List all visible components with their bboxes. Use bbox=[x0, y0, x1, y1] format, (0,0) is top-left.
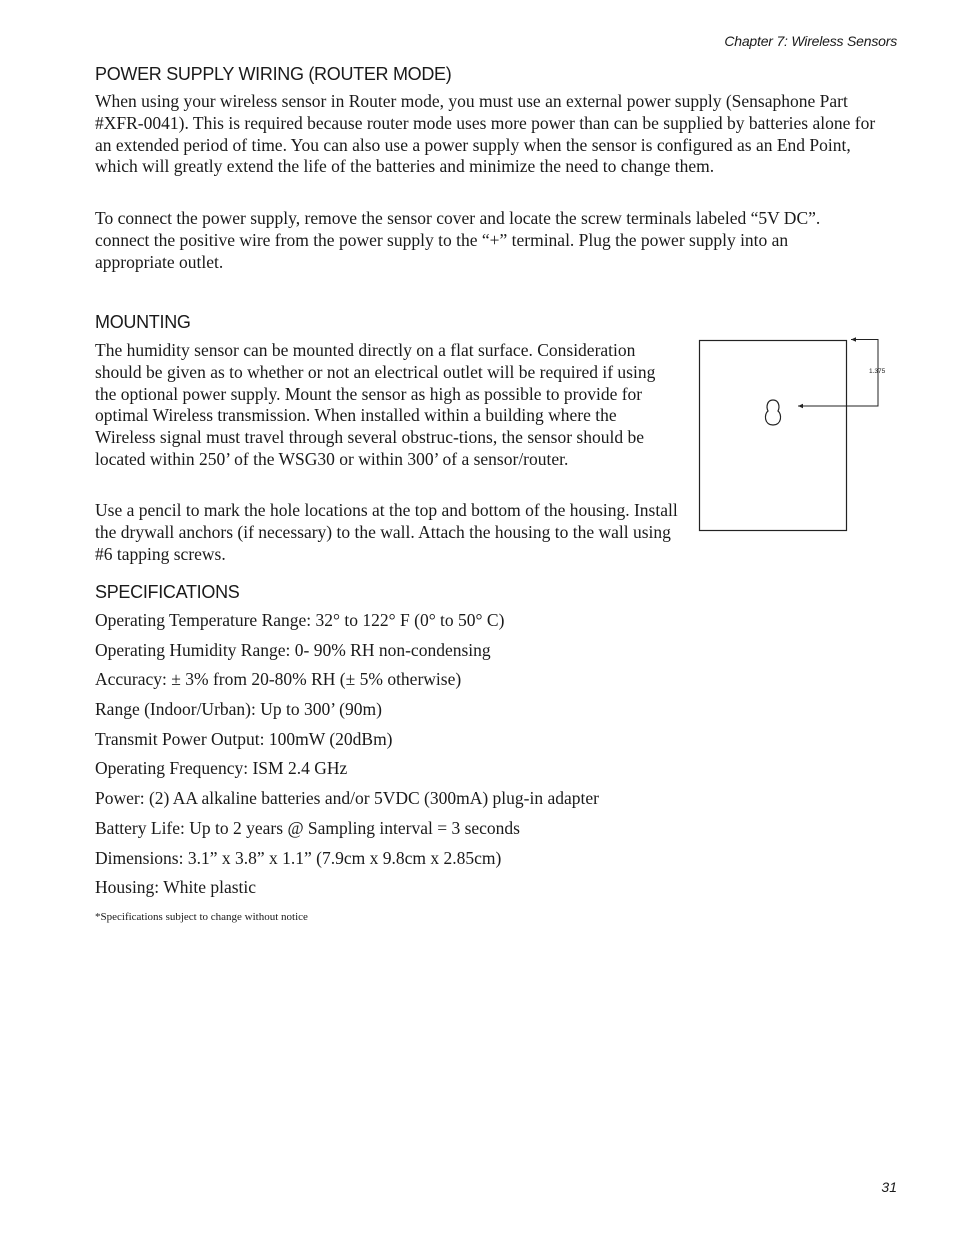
spec-item: Accuracy: ± 3% from 20-80% RH (± 5% otherwise) bbox=[95, 669, 462, 690]
housing-outline bbox=[700, 341, 847, 531]
spec-item: Range (Indoor/Urban): Up to 300’ (90m) bbox=[95, 699, 382, 720]
mounting-heading: MOUNTING bbox=[95, 312, 191, 332]
keyhole-mount-icon bbox=[765, 400, 780, 425]
mounting-diagram bbox=[695, 335, 895, 535]
spec-item: Battery Life: Up to 2 years @ Sampling interval = 3 seconds bbox=[95, 817, 520, 838]
page-number: 31 bbox=[881, 1179, 897, 1195]
mounting-diagram-svg bbox=[695, 335, 895, 535]
dimension-arrow-bottom-icon bbox=[798, 404, 803, 409]
spec-item: Housing: White plastic bbox=[95, 877, 257, 898]
mounting-paragraph-2: Use a pencil to mark the hole locations at the top and bottom of the housing. Install the drywall anchors (if necessary) to the wall. Attach the housing to the wall using #6 tapping screws. bbox=[95, 500, 678, 564]
specifications-list bbox=[95, 610, 599, 907]
mounting-paragraph-1: The humidity sensor can be mounted directly on a flat surface. Consideration should be given as to whether or not an electrical outlet will be required if using the optional power supply. Mount the sensor as high as possible to provide for optimal Wireless transmission. When installed within a building where the Wireless signal must travel through several obstruc-tions, the sensor should be located within 250’ of the WSG30 or within 300’ of a sensor/router. bbox=[95, 340, 656, 469]
spec-item: Operating Humidity Range: 0- 90% RH non-condensing bbox=[95, 639, 491, 660]
dimension-line bbox=[798, 340, 878, 407]
specifications-footnote: *Specifications subject to change without notice bbox=[95, 911, 308, 923]
spec-item: Power: (2) AA alkaline batteries and/or 5VDC (300mA) plug-in adapter bbox=[95, 788, 599, 809]
spec-item: Operating Temperature Range: 32° to 122° F (0° to 50° C) bbox=[95, 610, 505, 630]
power-supply-heading: POWER SUPPLY WIRING (ROUTER MODE) bbox=[95, 64, 452, 84]
spec-item: Operating Frequency: ISM 2.4 GHz bbox=[95, 758, 348, 779]
power-supply-paragraph-2: To connect the power supply, remove the sensor cover and locate the screw terminals labeled “5V DC”. connect the positive wire from the power supply to the “+” terminal. Plug the power supply into an appropriate outlet. bbox=[95, 208, 821, 272]
running-head: Chapter 7: Wireless Sensors bbox=[724, 33, 897, 49]
dimension-arrow-top-icon bbox=[851, 337, 856, 342]
spec-item: Dimensions: 3.1” x 3.8” x 1.1” (7.9cm x 9.8cm x 2.85cm) bbox=[95, 847, 502, 868]
spec-item: Transmit Power Output: 100mW (20dBm) bbox=[95, 728, 393, 749]
dimension-label: 1.375 bbox=[869, 368, 886, 375]
power-supply-paragraph-1: When using your wireless sensor in Router mode, you must use an external power supply (Sensaphone Part #XFR-0041). This is required because router mode uses more power than can be supplied by batteries alone for an extended period of time. You can also use a power supply when the sensor is configured as an End Point, which will greatly extend the life of the batteries and minimize the need to change them. bbox=[95, 91, 876, 177]
specifications-heading: SPECIFICATIONS bbox=[95, 582, 240, 602]
